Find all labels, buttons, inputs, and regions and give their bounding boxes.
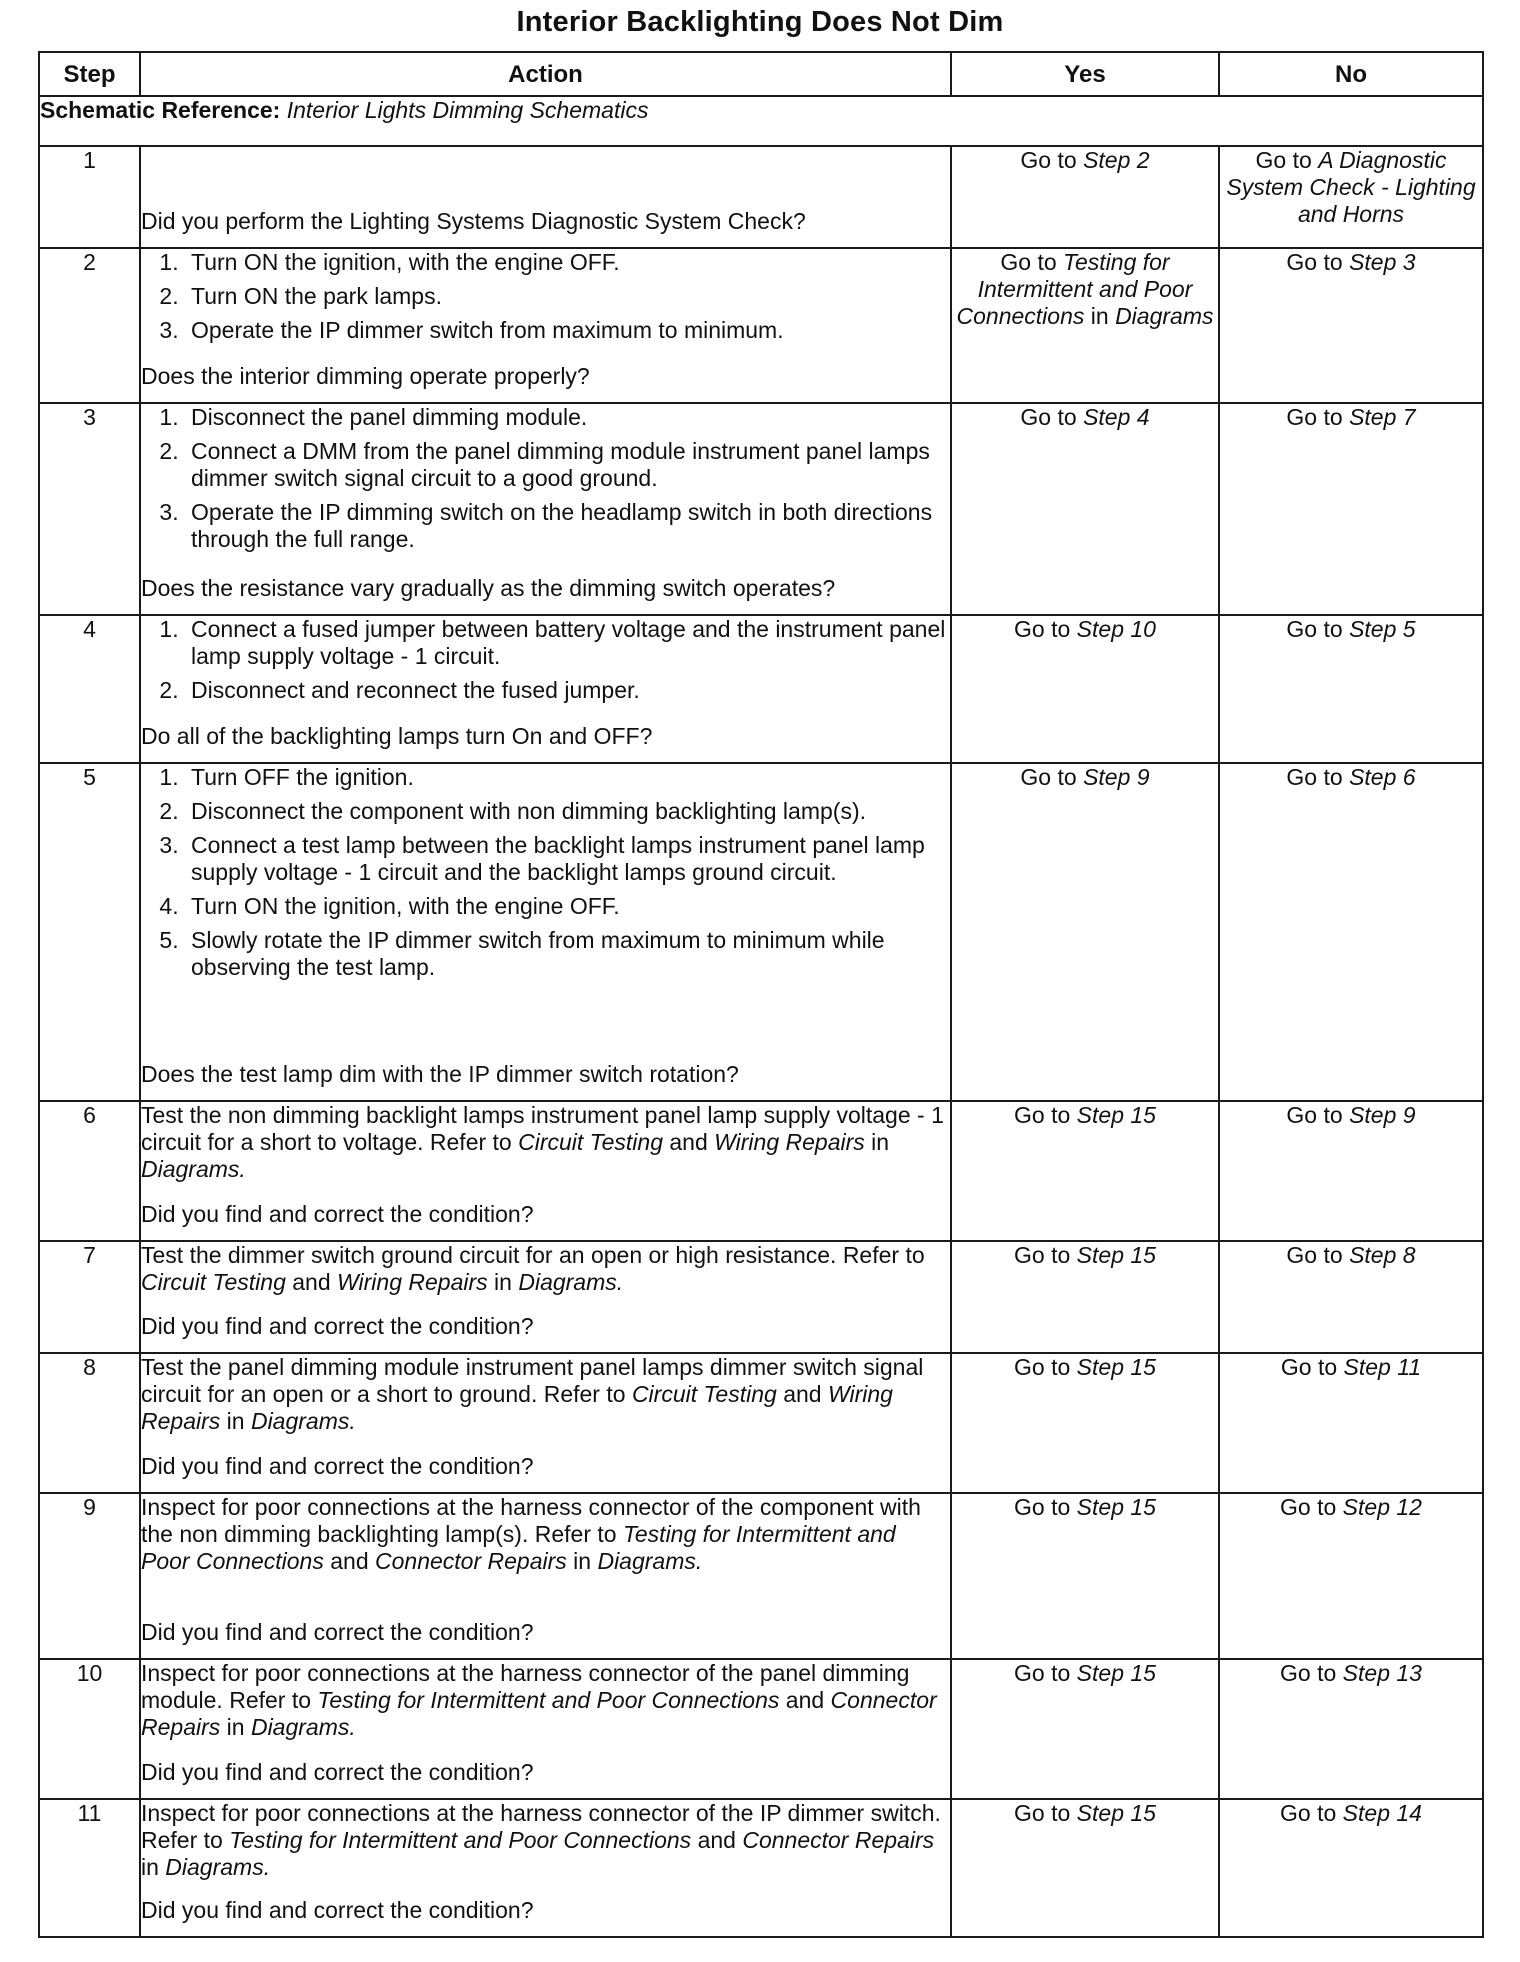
action-content — [141, 1660, 950, 1786]
step-number: 5 — [39, 763, 140, 1101]
table-row — [39, 763, 1483, 1101]
action-cell — [140, 403, 951, 615]
header-no: No — [1219, 52, 1483, 96]
instruction-text: in — [141, 1854, 166, 1880]
reference-link-text: Diagrams. — [597, 1548, 703, 1574]
reference-link-text: Diagrams. — [250, 1408, 356, 1434]
step-number: 8 — [39, 1353, 140, 1493]
action-content — [141, 1800, 950, 1924]
instruction-text: Test the dimmer switch ground circuit for an open or high resistance. Refer to — [141, 1242, 925, 1268]
instruction-text: and — [691, 1827, 743, 1853]
reference-link-text: Wiring Repairs — [141, 1381, 893, 1434]
action-steps-list — [141, 764, 950, 981]
reference-link-text: Diagrams. — [165, 1854, 271, 1880]
action-instruction — [141, 1242, 950, 1296]
yes-cell — [951, 1353, 1219, 1493]
no-reference: A Diagnostic System Check - Lighting and Horns — [1226, 147, 1476, 227]
instruction-text: and — [662, 1129, 715, 1155]
action-step-item: 5. Slowly rotate the IP dimmer switch from maximum to minimum while observing the test lamp. — [185, 927, 950, 981]
action-step-item: 1. Disconnect the panel dimming module. — [185, 404, 950, 431]
action-step-item: 4. Turn ON the ignition, with the engine OFF. — [185, 893, 950, 920]
table-row — [39, 1493, 1483, 1659]
action-question: Did you find and correct the condition? — [141, 1201, 534, 1227]
action-content — [141, 616, 950, 750]
header-yes: Yes — [951, 52, 1219, 96]
yes-cell — [951, 248, 1219, 403]
action-cell — [140, 763, 951, 1101]
action-question: Did you find and correct the condition? — [141, 1619, 534, 1645]
no-reference: Step 9 — [1349, 1102, 1416, 1128]
yes-reference: Step 2 — [1083, 147, 1150, 173]
yes-cell — [951, 1493, 1219, 1659]
yes-reference: Step 15 — [1076, 1354, 1156, 1380]
instruction-text: and — [323, 1548, 375, 1574]
action-body — [141, 1242, 950, 1304]
action-step-item: 3. Connect a test lamp between the backlight lamps instrument panel lamp supply voltage - 1 circuit and the backlight lamps ground circuit. — [185, 832, 950, 886]
action-cell — [140, 1493, 951, 1659]
instruction-text: and — [776, 1381, 828, 1407]
instruction-text: in — [220, 1408, 251, 1434]
step-number: 11 — [39, 1799, 140, 1937]
table-row — [39, 1799, 1483, 1937]
header-action: Action — [140, 52, 951, 96]
header-row — [39, 52, 1483, 96]
no-goto-text: Go to — [1286, 1242, 1350, 1268]
yes-goto-text: Go to — [1020, 404, 1084, 430]
action-body — [141, 764, 950, 988]
action-cell — [140, 146, 951, 248]
action-instruction — [141, 1800, 950, 1881]
action-body — [141, 1800, 950, 1889]
action-body — [141, 1354, 950, 1443]
action-step-item: 1. Turn ON the ignition, with the engine OFF. — [185, 249, 950, 276]
no-cell — [1219, 1241, 1483, 1353]
action-question: Did you find and correct the condition? — [141, 1313, 534, 1339]
yes-goto-text: Go to — [1014, 616, 1077, 642]
step-number: 1 — [39, 146, 140, 248]
yes-goto-text: Go to — [1020, 147, 1084, 173]
yes-goto-text: Go to — [1014, 1354, 1077, 1380]
no-reference: Step 14 — [1342, 1800, 1422, 1826]
yes-reference: Testing for Intermittent and Poor Connections — [956, 249, 1193, 329]
instruction-text: Test the panel dimming module instrument panel lamps dimmer switch signal circuit for an open or a short to ground. Refer to — [141, 1354, 924, 1407]
page-title: Interior Backlighting Does Not Dim — [516, 6, 1004, 38]
action-steps-list — [141, 616, 950, 704]
action-content — [141, 1102, 950, 1228]
table-row — [39, 1241, 1483, 1353]
no-goto-text: Go to — [1286, 1102, 1350, 1128]
reference-link-text: Connector Repairs — [141, 1687, 937, 1740]
action-body — [141, 1494, 950, 1583]
reference-link-text: Testing for Intermittent and Poor Connections — [229, 1827, 692, 1853]
yes-cell — [951, 1101, 1219, 1241]
no-goto-text: Go to — [1280, 1660, 1343, 1686]
step-number: 3 — [39, 403, 140, 615]
action-content — [141, 1354, 950, 1480]
yes-cell — [951, 763, 1219, 1101]
header-step: Step — [39, 52, 140, 96]
no-reference: Step 6 — [1349, 764, 1416, 790]
action-body — [141, 1660, 950, 1749]
step-number: 7 — [39, 1241, 140, 1353]
action-cell — [140, 248, 951, 403]
action-body — [141, 404, 950, 560]
instruction-text: Test the non dimming backlight lamps instrument panel lamp supply voltage - 1 circuit for a short to voltage. Refer to — [141, 1102, 944, 1155]
reference-link-text: Circuit Testing — [631, 1381, 777, 1407]
action-question: Did you find and correct the condition? — [141, 1453, 534, 1479]
no-reference: Step 7 — [1349, 404, 1416, 430]
yes-reference: Diagrams — [1115, 303, 1214, 329]
action-instruction — [141, 1102, 950, 1183]
no-cell — [1219, 615, 1483, 763]
step-number: 9 — [39, 1493, 140, 1659]
no-cell — [1219, 248, 1483, 403]
yes-goto-text: Go to — [1014, 1800, 1077, 1826]
no-goto-text: Go to — [1286, 249, 1350, 275]
no-reference: Step 12 — [1342, 1494, 1422, 1520]
yes-reference: Step 15 — [1076, 1800, 1156, 1826]
table-row — [39, 248, 1483, 403]
action-question: Did you find and correct the condition? — [141, 1759, 534, 1785]
yes-reference: Step 15 — [1076, 1494, 1156, 1520]
action-cell — [140, 1659, 951, 1799]
no-cell — [1219, 146, 1483, 248]
action-step-item: 2. Turn ON the park lamps. — [185, 283, 950, 310]
reference-link-text: Connector Repairs — [742, 1827, 935, 1853]
action-cell — [140, 1101, 951, 1241]
action-content — [141, 1494, 950, 1646]
action-instruction — [141, 1494, 950, 1575]
table-row — [39, 1101, 1483, 1241]
action-step-item: 2. Disconnect and reconnect the fused jumper. — [185, 677, 950, 704]
no-cell — [1219, 1659, 1483, 1799]
action-body — [141, 249, 950, 351]
yes-reference: Step 15 — [1076, 1102, 1156, 1128]
diagnostic-table — [38, 51, 1484, 1938]
yes-reference: Step 15 — [1076, 1660, 1156, 1686]
no-goto-text: Go to — [1280, 1354, 1344, 1380]
action-body — [141, 616, 950, 711]
instruction-text: and — [285, 1269, 338, 1295]
no-reference: Step 5 — [1349, 616, 1416, 642]
step-number: 6 — [39, 1101, 140, 1241]
action-step-item: 3. Operate the IP dimmer switch from maximum to minimum. — [185, 317, 950, 344]
action-cell — [140, 1241, 951, 1353]
no-reference: Step 11 — [1343, 1354, 1422, 1380]
no-reference: Step 8 — [1349, 1242, 1416, 1268]
reference-link-text: Diagrams. — [250, 1714, 356, 1740]
table-row — [39, 403, 1483, 615]
no-cell — [1219, 1353, 1483, 1493]
yes-goto-text: Go to — [1014, 1494, 1077, 1520]
action-cell — [140, 1353, 951, 1493]
action-cell — [140, 1799, 951, 1937]
step-number: 10 — [39, 1659, 140, 1799]
reference-link-text: Wiring Repairs — [337, 1269, 488, 1295]
instruction-text: Inspect for poor connections at the harness connector of the component with the non dimming backlighting lamp(s). Refer to — [141, 1494, 921, 1547]
action-step-item: 1. Turn OFF the ignition. — [185, 764, 950, 791]
action-steps-list — [141, 249, 950, 344]
action-question: Does the resistance vary gradually as the dimming switch operates? — [141, 575, 836, 601]
yes-cell — [951, 1659, 1219, 1799]
reference-link-text: Testing for Intermittent and Poor Connections — [141, 1521, 896, 1574]
schematic-reference — [39, 96, 1483, 146]
no-goto-text: Go to — [1286, 764, 1350, 790]
action-steps-list — [141, 404, 950, 553]
no-cell — [1219, 1799, 1483, 1937]
action-step-item: 3. Operate the IP dimming switch on the headlamp switch in both directions through the full range. — [185, 499, 950, 553]
action-body — [141, 1102, 950, 1191]
table-row — [39, 1659, 1483, 1799]
instruction-text: in — [220, 1714, 251, 1740]
action-content — [141, 764, 950, 1088]
no-cell — [1219, 763, 1483, 1101]
no-goto-text: Go to — [1280, 1800, 1343, 1826]
yes-goto-text: Go to — [1000, 249, 1064, 275]
step-number: 2 — [39, 248, 140, 403]
yes-cell — [951, 1241, 1219, 1353]
reference-link-text: Circuit Testing — [518, 1129, 663, 1155]
table-row — [39, 146, 1483, 248]
reference-link-text: Testing for Intermittent and Poor Connections — [317, 1687, 780, 1713]
action-step-item: 2. Disconnect the component with non dimming backlighting lamp(s). — [185, 798, 950, 825]
step-number: 4 — [39, 615, 140, 763]
yes-goto-text: Go to — [1014, 1660, 1077, 1686]
reference-link-text: Wiring Repairs — [714, 1129, 865, 1155]
action-content — [141, 1242, 950, 1340]
action-instruction — [141, 1660, 950, 1741]
action-question: Does the interior dimming operate properly? — [141, 363, 590, 389]
yes-cell — [951, 1799, 1219, 1937]
action-step-item: 1. Connect a fused jumper between battery voltage and the instrument panel lamp supply voltage - 1 circuit. — [185, 616, 950, 670]
reference-link-text: Connector Repairs — [375, 1548, 567, 1574]
instruction-text: and — [779, 1687, 831, 1713]
instruction-text: in — [566, 1548, 598, 1574]
instruction-text: Inspect for poor connections at the harness connector of the panel dimming module. Refer to — [141, 1660, 910, 1713]
no-cell — [1219, 403, 1483, 615]
schematic-label: Schematic Reference: — [40, 97, 281, 123]
action-content — [141, 404, 950, 602]
action-question: Did you find and correct the condition? — [141, 1897, 534, 1923]
no-reference: Step 13 — [1342, 1660, 1422, 1686]
action-step-item: 2. Connect a DMM from the panel dimming module instrument panel lamps dimmer switch signal circuit to a good ground. — [185, 438, 950, 492]
schematic-value: Interior Lights Dimming Schematics — [286, 97, 649, 123]
no-cell — [1219, 1493, 1483, 1659]
action-content — [141, 249, 950, 390]
yes-goto-text: Go to — [1020, 764, 1084, 790]
reference-link-text: Circuit Testing — [141, 1269, 286, 1295]
reference-link-text: Diagrams. — [141, 1156, 246, 1182]
action-content — [141, 147, 950, 235]
schematic-reference-row — [39, 96, 1483, 146]
yes-cell — [951, 146, 1219, 248]
action-question: Does the test lamp dim with the IP dimmer switch rotation? — [141, 1061, 739, 1087]
reference-link-text: Diagrams. — [518, 1269, 624, 1295]
no-cell — [1219, 1101, 1483, 1241]
yes-reference: Step 9 — [1083, 764, 1150, 790]
yes-cell — [951, 615, 1219, 763]
yes-goto-text: Go to — [1014, 1242, 1077, 1268]
action-cell — [140, 615, 951, 763]
instruction-text: in — [487, 1269, 519, 1295]
no-reference: Step 3 — [1349, 249, 1416, 275]
action-instruction — [141, 1354, 950, 1435]
instruction-text: Inspect for poor connections at the harness connector of the IP dimmer switch. Refer to — [141, 1800, 941, 1853]
yes-cell — [951, 403, 1219, 615]
yes-goto-text: Go to — [1014, 1102, 1077, 1128]
table-row — [39, 1353, 1483, 1493]
instruction-text: in — [864, 1129, 890, 1155]
action-question: Do all of the backlighting lamps turn On and OFF? — [141, 723, 653, 749]
yes-reference: Step 10 — [1076, 616, 1156, 642]
table-row — [39, 615, 1483, 763]
yes-reference: Step 15 — [1076, 1242, 1156, 1268]
action-question: Did you perform the Lighting Systems Diagnostic System Check? — [141, 208, 806, 234]
no-goto-text: Go to — [1255, 147, 1319, 173]
yes-goto-text: in — [1084, 303, 1116, 329]
no-goto-text: Go to — [1286, 616, 1350, 642]
yes-reference: Step 4 — [1083, 404, 1150, 430]
no-goto-text: Go to — [1280, 1494, 1343, 1520]
no-goto-text: Go to — [1286, 404, 1350, 430]
